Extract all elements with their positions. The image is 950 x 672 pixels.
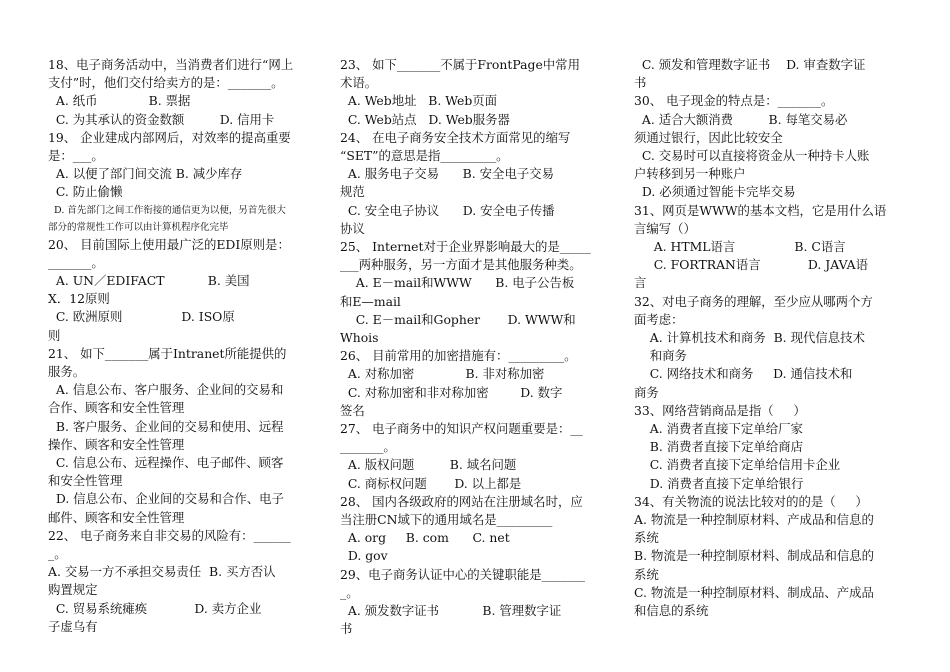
text-line: D. 首先部门之间工作衔接的通信更为以便，另首先很大 xyxy=(48,204,286,216)
text-line: 言 xyxy=(634,275,647,291)
text-line: 协议 xyxy=(340,220,365,236)
text-line: 33、网络营销商品是指（ ） xyxy=(634,402,806,418)
text-line: C. 颁发和管理数字证书 D. 审查数字证 xyxy=(634,57,866,72)
text-line: A. 对称加密 B. 非对称加密 xyxy=(340,366,545,382)
text-line: 当注册CN域下的通用域名是_________ xyxy=(340,512,553,528)
text-line: ___两种服务，另一方面才是其他服务种类。 xyxy=(340,257,582,273)
text-line: 合作、顾客和安全性管理 xyxy=(48,400,185,416)
text-line: C. 防止偷懒 xyxy=(48,184,123,200)
text-line: C. 贸易系统瘫痪 D. 卖方企业 xyxy=(48,600,262,616)
text-line: 邮件、顾客和安全性管理 xyxy=(48,509,185,525)
text-line: C. E－mail和Gopher D. WWW和 xyxy=(340,311,576,327)
text-line: Whois xyxy=(340,330,379,346)
text-line: 言编写（） xyxy=(634,220,696,236)
text-line: 24、 在电子商务安全技术方面常见的缩写 xyxy=(340,129,571,145)
text-line: C. 信息公布、远程操作、电子邮件、顾客 xyxy=(48,455,284,471)
text-line: _______。 xyxy=(48,254,104,270)
text-line: 25、 Internet对于企业界影响最大的是_____ xyxy=(340,239,591,255)
text-line: A. 交易一方不承担交易责任 B. 买方否认 xyxy=(48,564,276,580)
text-line: 规范 xyxy=(340,184,365,200)
text-line: C. 商标权问题 D. 以上都是 xyxy=(340,475,522,491)
text-line: 32、对电子商务的理解，至少应从哪两个方 xyxy=(634,293,873,309)
text-line: 和信息的系统 xyxy=(634,603,709,619)
text-line: _。 xyxy=(340,584,359,600)
text-line: C. 物流是一种控制原材料、制成品、产成品 xyxy=(634,584,874,600)
text-line: A. 服务电子交易 B. 安全电子交易 xyxy=(340,166,555,182)
text-line: 服务。 xyxy=(48,364,86,380)
text-line: C. 对称加密和非对称加密 D. 数字 xyxy=(340,384,563,400)
text-line: A. 信息公布、客户服务、企业间的交易和 xyxy=(48,382,284,398)
text-line: B. 消费者直接下定单给商店 xyxy=(634,439,804,455)
text-line: 22、 电子商务来自非交易的风险有：______ xyxy=(48,527,291,543)
text-line: 书 xyxy=(340,621,353,637)
text-line: 书 xyxy=(634,75,647,91)
text-line: 28、 国内各级政府的网站在注册域名时，应 xyxy=(340,493,583,509)
text-line: A. 物流是一种控制原材料、产成品和信息的 xyxy=(634,512,874,528)
text-line: D. gov xyxy=(340,548,388,564)
text-line: 和商务 xyxy=(634,348,687,364)
text-line: _______。 xyxy=(340,439,396,455)
text-line: 20、 目前国际上使用最广泛的EDI原则是： xyxy=(48,236,290,252)
text-line: C. 消费者直接下定单给信用卡企业 xyxy=(634,457,841,473)
text-line: 购置规定 xyxy=(48,582,98,598)
text-line: C. 网络技术和商务 D. 通信技术和 xyxy=(634,366,853,382)
text-line: C. Web站点 D. Web服务器 xyxy=(340,111,510,127)
text-line: A. org B. com C. net xyxy=(340,530,510,546)
text-line: 26、 目前常用的加密措施有：_________。 xyxy=(340,348,577,364)
text-line: 29、电子商务认证中心的关键职能是_______ xyxy=(340,566,585,582)
text-line: C. FORTRAN语言 D. JAVA语 xyxy=(634,257,869,273)
text-line: 部分的常规性工作可以由计算机程序化完毕 xyxy=(48,221,229,233)
text-line: 18、电子商务活动中，当消费者们进行“网上 xyxy=(48,57,294,72)
column-left xyxy=(48,56,316,636)
text-line: C. 交易时可以直接将资金从一种持卡人账 xyxy=(634,148,870,164)
text-line: 系统 xyxy=(634,566,659,582)
text-line: 34、有关物流的说法比较对的的是（ ） xyxy=(634,493,868,509)
text-line: 术语。 xyxy=(340,75,378,91)
text-line: 21、 如下_______属于Intranet所能提供的 xyxy=(48,345,287,361)
text-line: 27、 电子商务中的知识产权问题重要是：__ xyxy=(340,421,583,437)
text-line: A. 版权问题 B. 域名问题 xyxy=(340,457,517,473)
text-line: 23、 如下_______不属于FrontPage中常用 xyxy=(340,57,580,72)
text-line: 子虚乌有 xyxy=(48,618,98,634)
text-line: A. 消费者直接下定单给厂家 xyxy=(634,421,803,437)
text-line: A. Web地址 B. Web页面 xyxy=(340,93,498,109)
text-line: A. 颁发数字证书 B. 管理数字证 xyxy=(340,603,562,619)
text-line: D. 必须通过智能卡完毕交易 xyxy=(634,184,796,200)
text-line: A. HTML语言 B. C语言 xyxy=(634,239,846,255)
text-line: 19、 企业建成内部网后，对效率的提高重要 xyxy=(48,129,291,145)
text-line: 则 xyxy=(48,327,61,343)
text-line: A. 以便了部门间交流 B. 减少库存 xyxy=(48,166,243,182)
text-line: X．12原则 xyxy=(48,291,110,307)
text-line: 30、 电子现金的特点是：_______。 xyxy=(634,93,834,109)
text-line: A. 纸币 B. 票据 xyxy=(48,93,191,109)
text-line: 户转移到另一种账户 xyxy=(634,166,746,182)
text-line: _。 xyxy=(48,546,67,562)
text-line: 和安全性管理 xyxy=(48,473,123,489)
text-line: 签名 xyxy=(340,402,365,418)
text-line: 系统 xyxy=(634,530,659,546)
text-line: A. 计算机技术和商务 B. 现代信息技术 xyxy=(634,330,865,346)
text-line: C. 欧洲原则 D. ISO原 xyxy=(48,309,235,325)
column-right xyxy=(634,56,906,620)
text-line: 须通过银行，因此比较安全 xyxy=(634,129,783,145)
text-line: B. 客户服务、企业间的交易和使用、远程 xyxy=(48,418,284,434)
text-line: “SET”的意思是指_________。 xyxy=(340,148,509,164)
text-line: 支付”时，他们交付给卖方的是：_______。 xyxy=(48,75,284,91)
text-line: B. 物流是一种控制原材料、制成品和信息的 xyxy=(634,548,875,564)
text-line: A. E－mail和WWW B. 电子公告板 xyxy=(340,275,575,291)
text-line: A. UN／EDIFACT B. 美国 xyxy=(48,273,250,289)
text-line: C. 安全电子协议 D. 安全电子传播 xyxy=(340,202,555,218)
text-line: D. 信息公布、企业间的交易和合作、电子 xyxy=(48,491,284,507)
text-line: 是：___。 xyxy=(48,148,104,164)
text-line: 31、网页是WWW的基本文档，它是用什么语 xyxy=(634,202,887,218)
text-line: 面考虑： xyxy=(634,311,684,327)
text-line: 和E—mail xyxy=(340,293,401,309)
text-line: 商务 xyxy=(634,384,659,400)
column-middle xyxy=(340,56,612,639)
text-line: C. 为其承认的资金数额 D. 信用卡 xyxy=(48,111,275,127)
text-line: D. 消费者直接下定单给银行 xyxy=(634,475,804,491)
text-line: 操作、顾客和安全性管理 xyxy=(48,436,185,452)
text-line: A. 适合大额消费 B. 每笔交易必 xyxy=(634,111,848,127)
